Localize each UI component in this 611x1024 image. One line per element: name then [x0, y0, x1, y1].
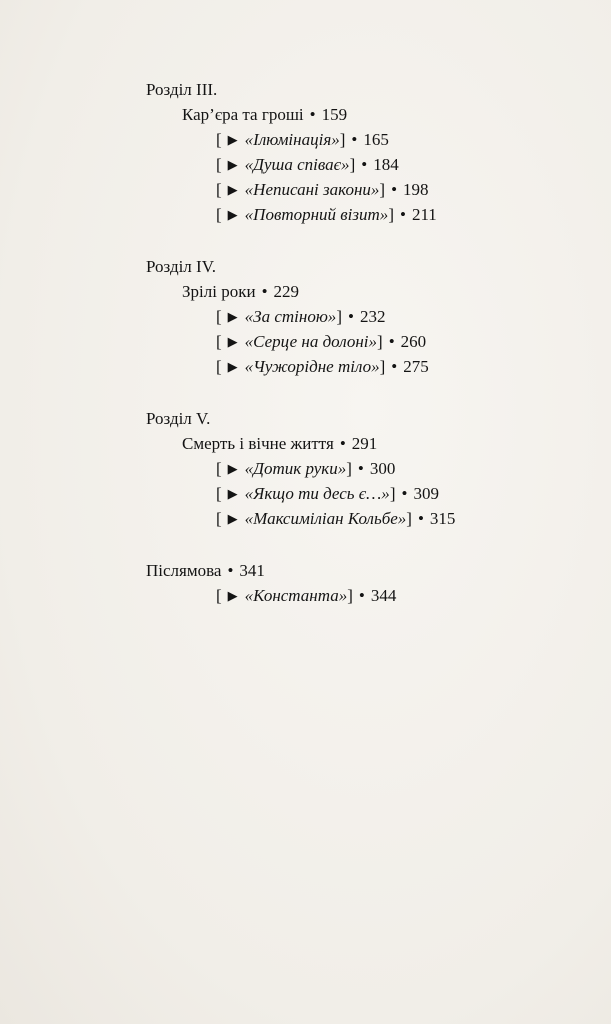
bracket-close: ] [406, 509, 412, 528]
sub-entry [146, 305, 586, 330]
bracket-open: [ [216, 307, 222, 326]
sub-entry [146, 584, 586, 609]
play-arrow-icon: ▶ [227, 588, 238, 603]
sub-entry [146, 457, 586, 482]
play-arrow-icon: ▶ [227, 334, 238, 349]
sub-title: «Ілюмінація» [244, 130, 340, 149]
chapter-title: Кар’єра та гроші [182, 105, 304, 124]
page-number: 198 [403, 180, 429, 199]
sub-entry [146, 482, 586, 507]
separator-dot: • [417, 509, 424, 528]
bracket-open: [ [216, 509, 222, 528]
afterword-entry [146, 559, 586, 584]
separator-dot: • [357, 459, 364, 478]
page-number: 291 [351, 434, 378, 453]
section-5 [146, 407, 586, 532]
page-number: 184 [373, 155, 399, 174]
page-number: 159 [321, 105, 348, 124]
sub-title: «За стіною» [244, 307, 337, 326]
afterword-title: Післямова [146, 561, 222, 580]
bracket-open: [ [216, 459, 222, 478]
sub-entry [146, 507, 586, 532]
page-number: 211 [411, 205, 437, 224]
bracket-close: ] [349, 155, 356, 174]
separator-dot: • [391, 180, 398, 199]
page-number: 260 [400, 332, 427, 351]
chapter-entry [146, 280, 586, 305]
bracket-open: [ [216, 155, 222, 174]
separator-dot: • [339, 434, 346, 453]
play-arrow-icon: ▶ [227, 486, 238, 501]
sub-title: «Чужорідне тіло» [244, 357, 380, 376]
chapter-title: Зрілі роки [182, 282, 256, 301]
sub-entry [146, 128, 586, 153]
separator-dot: • [309, 105, 316, 124]
sub-entry [146, 355, 586, 380]
afterword-section [146, 559, 586, 609]
separator-dot: • [399, 205, 406, 224]
play-arrow-icon: ▶ [227, 309, 238, 324]
section-3 [146, 78, 586, 228]
sub-title: «Душа співає» [244, 155, 350, 174]
play-arrow-icon: ▶ [227, 359, 238, 374]
bracket-close: ] [389, 484, 396, 503]
sub-title: «Серце на долоні» [244, 332, 378, 351]
page-number: 165 [363, 130, 389, 149]
chapter-entry [146, 432, 586, 457]
play-arrow-icon: ▶ [227, 132, 238, 147]
play-arrow-icon: ▶ [227, 207, 238, 222]
sub-title: «Константа» [244, 586, 348, 605]
bracket-open: [ [216, 180, 222, 199]
sub-title: «Максиміліан Кольбе» [244, 509, 407, 528]
separator-dot: • [227, 561, 234, 580]
sub-title: «Дотик руки» [244, 459, 347, 478]
play-arrow-icon: ▶ [227, 157, 238, 172]
section-4 [146, 255, 586, 380]
separator-dot: • [388, 332, 395, 351]
separator-dot: • [261, 282, 268, 301]
sub-entry [146, 153, 586, 178]
bracket-open: [ [216, 586, 222, 605]
bracket-open: [ [216, 205, 222, 224]
separator-dot: • [347, 307, 354, 326]
section-title: Розділ V. [146, 409, 211, 428]
bracket-open: [ [216, 484, 222, 503]
sub-entry [146, 330, 586, 355]
page-number: 344 [370, 586, 397, 605]
separator-dot: • [361, 155, 368, 174]
bracket-open: [ [216, 130, 222, 149]
page-number: 229 [273, 282, 300, 301]
sub-title: «Якщо ти десь є…» [244, 484, 390, 503]
sub-title: «Неписані закони» [244, 180, 380, 199]
separator-dot: • [358, 586, 365, 605]
page-number: 315 [429, 509, 456, 528]
separator-dot: • [351, 130, 358, 149]
page-number: 232 [359, 307, 386, 326]
separator-dot: • [401, 484, 408, 503]
bracket-close: ] [388, 205, 394, 224]
bracket-open: [ [216, 357, 222, 376]
play-arrow-icon: ▶ [227, 182, 238, 197]
bracket-close: ] [347, 586, 353, 605]
section-title: Розділ III. [146, 80, 218, 99]
page-number: 309 [413, 484, 439, 503]
bracket-close: ] [339, 130, 346, 149]
page-number: 275 [403, 357, 429, 376]
sub-title: «Повторний візит» [244, 205, 389, 224]
page-number: 341 [239, 561, 265, 580]
bracket-close: ] [336, 307, 342, 326]
bracket-close: ] [346, 459, 352, 478]
table-of-contents [146, 78, 586, 636]
play-arrow-icon: ▶ [227, 511, 238, 526]
section-title: Розділ IV. [146, 257, 217, 276]
play-arrow-icon: ▶ [227, 461, 238, 476]
bracket-close: ] [377, 332, 383, 351]
bracket-open: [ [216, 332, 222, 351]
chapter-entry [146, 103, 586, 128]
separator-dot: • [391, 357, 398, 376]
chapter-title: Смерть і вічне життя [182, 434, 334, 453]
bracket-close: ] [379, 180, 386, 199]
page-number: 300 [369, 459, 396, 478]
bracket-close: ] [379, 357, 386, 376]
sub-entry [146, 203, 586, 228]
sub-entry [146, 178, 586, 203]
